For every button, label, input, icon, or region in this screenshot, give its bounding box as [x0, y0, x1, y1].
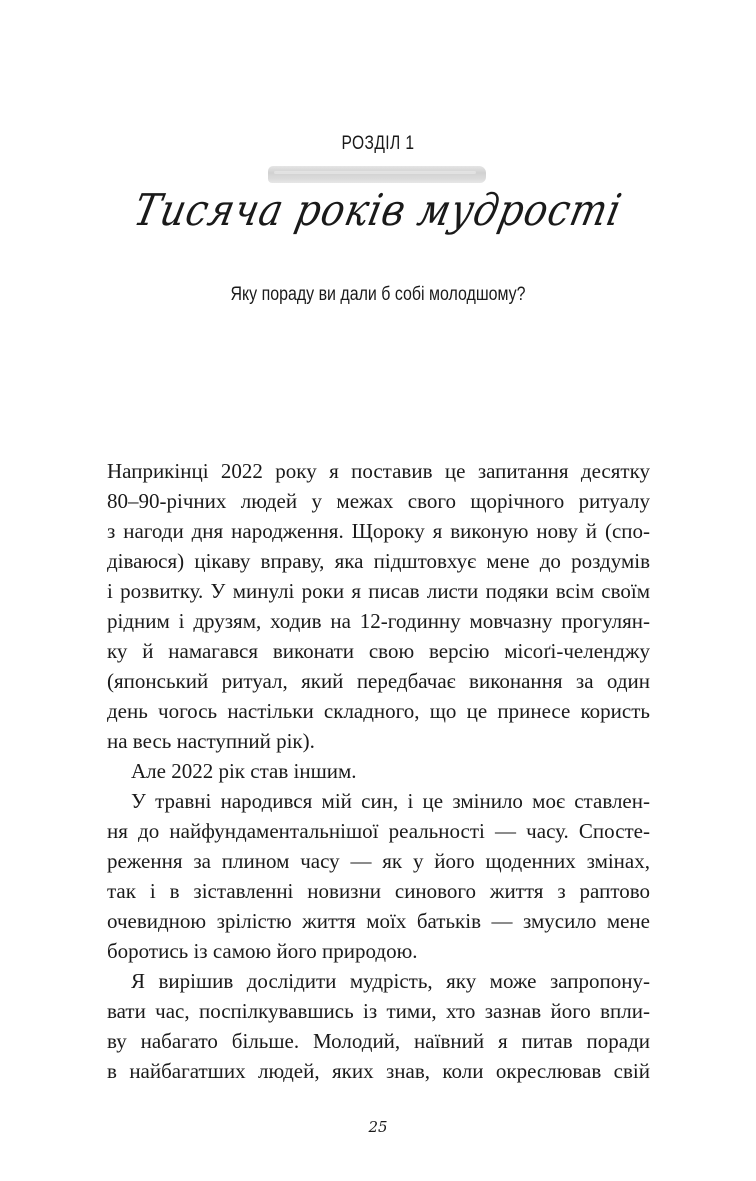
chapter-label: РОЗДІЛ 1 — [341, 133, 415, 154]
text-line: і розвитку. У минулі роки я писав листи подяки всім своїм — [107, 579, 650, 603]
chapter-subtitle: Яку пораду ви дали б собі молодшому? — [230, 284, 526, 305]
text-line: Наприкінці 2022 року я поставив це запитання десятку — [107, 459, 650, 483]
text-line: реження за плином часу — як у його щоденних змінах, — [107, 849, 650, 873]
text-line: У травні народився мій син, і це змінило моє ставлен- — [131, 789, 650, 813]
text-line: діваюся) цікаву вправу, яка підштовхує мене до роздумів — [107, 549, 650, 573]
text-line: ву набагато більше. Молодий, наївний я питав поради — [107, 1029, 650, 1053]
text-line: на весь наступний рік). — [107, 729, 315, 753]
brush-stroke-divider — [268, 166, 486, 183]
text-line: 80–90-річних людей у межах свого щорічного ритуалу — [107, 489, 650, 513]
page-number: 25 — [368, 1118, 388, 1136]
text-line: ку й намагався виконати свою версію місоґі-челенджу — [107, 639, 650, 663]
text-line: вати час, поспілкувавшись із тими, хто зазнав його впли- — [107, 999, 650, 1023]
text-line: очевидною зрілістю життя моїх батьків — змусило мене — [107, 909, 650, 933]
text-line: так і в зіставленні новизни синового життя з раптово — [107, 879, 650, 903]
body-text — [107, 456, 650, 1086]
text-line: ня до найфундаментальнішої реальності — часу. Спосте- — [107, 819, 650, 843]
text-line: день чогось настільки складного, що це принесе користь — [107, 699, 650, 723]
text-line: з нагоди дня народження. Щороку я виконую нову й (спо- — [107, 519, 650, 543]
text-line: рідним і друзям, ходив на 12-годинну мовчазну прогулян- — [107, 609, 650, 633]
text-line: в найбагатших людей, яких знав, коли окреслював свій — [107, 1059, 650, 1083]
text-line: (японський ритуал, який передбачає виконання за один — [107, 669, 650, 693]
chapter-title: Тисяча років мудрості — [129, 184, 627, 236]
text-line: Але 2022 рік став іншим. — [131, 759, 357, 783]
text-line: Я вирішив дослідити мудрість, яку може запропону- — [131, 969, 650, 993]
text-line: боротись із самою його природою. — [107, 939, 418, 963]
